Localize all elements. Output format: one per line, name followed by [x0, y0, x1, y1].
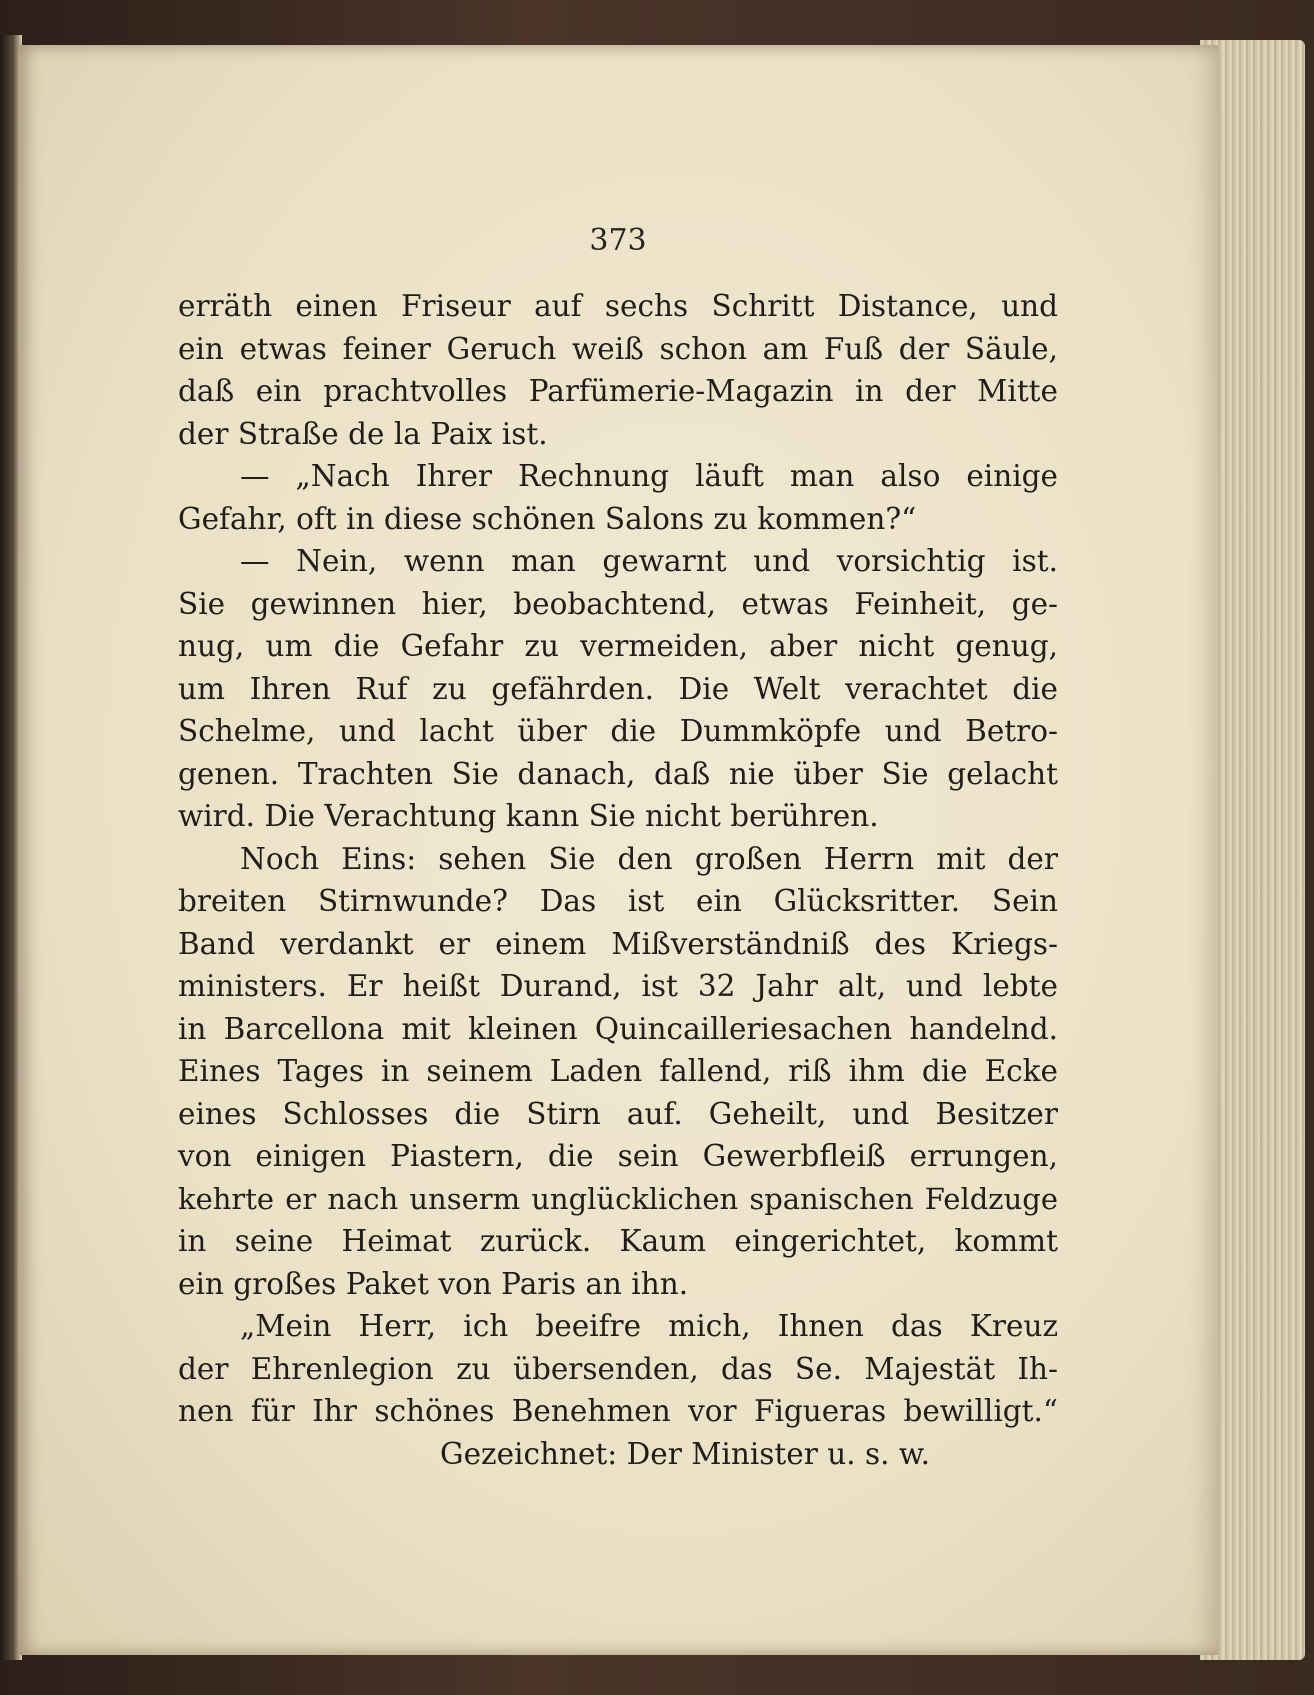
text-line: kehrte er nach unserm unglücklichen spanischen Feldzuge — [178, 1181, 1058, 1216]
text-line: der Ehrenlegion zu übersenden, das Se. Majestät Ih- — [178, 1351, 1058, 1386]
body-text — [178, 285, 1058, 1475]
text-line: nug, um die Gefahr zu vermeiden, aber nicht genug, — [178, 629, 1058, 663]
text-line: ministers. Er heißt Durand, ist 32 Jahr alt, und lebte — [178, 969, 1058, 1003]
signature-line: Gezeichnet: Der Minister u. s. w. — [440, 1436, 930, 1471]
text-line: Schelme, und lacht über die Dummköpfe und Betro- — [178, 714, 1058, 748]
text-line: der Straße de la Paix ist. — [178, 416, 548, 451]
text-line: — „Nach Ihrer Rechnung läuft man also einige — [240, 459, 1058, 493]
text-line: in seine Heimat zurück. Kaum eingerichtet, kommt — [178, 1224, 1058, 1258]
text-line: ein großes Paket von Paris an ihn. — [178, 1266, 689, 1301]
text-line: wird. Die Verachtung kann Sie nicht berühren. — [178, 799, 879, 833]
text-line: Eines Tages in seinem Laden fallend, riß ihm die Ecke — [178, 1054, 1058, 1088]
text-line: breiten Stirnwunde? Das ist ein Glücksritter. Sein — [178, 884, 1058, 918]
text-line: erräth einen Friseur auf sechs Schritt Distance, und — [178, 289, 1058, 323]
text-line: um Ihren Ruf zu gefährden. Die Welt verachtet die — [178, 671, 1058, 706]
book-page — [18, 45, 1218, 1655]
text-line: daß ein prachtvolles Parfümerie-Magazin in der Mitte — [178, 374, 1058, 408]
text-line: nen für Ihr schönes Benehmen vor Figueras bewilligt.“ — [178, 1394, 1058, 1428]
text-line: genen. Trachten Sie danach, daß nie über Sie gelacht — [178, 756, 1058, 791]
text-line: — Nein, wenn man gewarnt und vorsichtig ist. — [240, 544, 1058, 578]
text-line: ein etwas feiner Geruch weiß schon am Fuß der Säule, — [178, 331, 1058, 366]
text-line: eines Schlosses die Stirn auf. Geheilt, und Besitzer — [178, 1096, 1058, 1131]
text-line: Gefahr, oft in diese schönen Salons zu kommen?“ — [178, 501, 917, 536]
text-line: Sie gewinnen hier, beobachtend, etwas Feinheit, ge- — [178, 586, 1058, 621]
text-line: von einigen Piastern, die sein Gewerbfleiß errungen, — [178, 1139, 1058, 1173]
text-line: Band verdankt er einem Mißverständniß des Kriegs- — [178, 926, 1058, 961]
text-line: Noch Eins: sehen Sie den großen Herrn mit der — [240, 841, 1058, 876]
page-number: 373 — [589, 223, 647, 258]
text-line: in Barcellona mit kleinen Quincailleriesachen handelnd. — [178, 1011, 1058, 1046]
text-line: „Mein Herr, ich beeifre mich, Ihnen das Kreuz — [240, 1309, 1058, 1343]
